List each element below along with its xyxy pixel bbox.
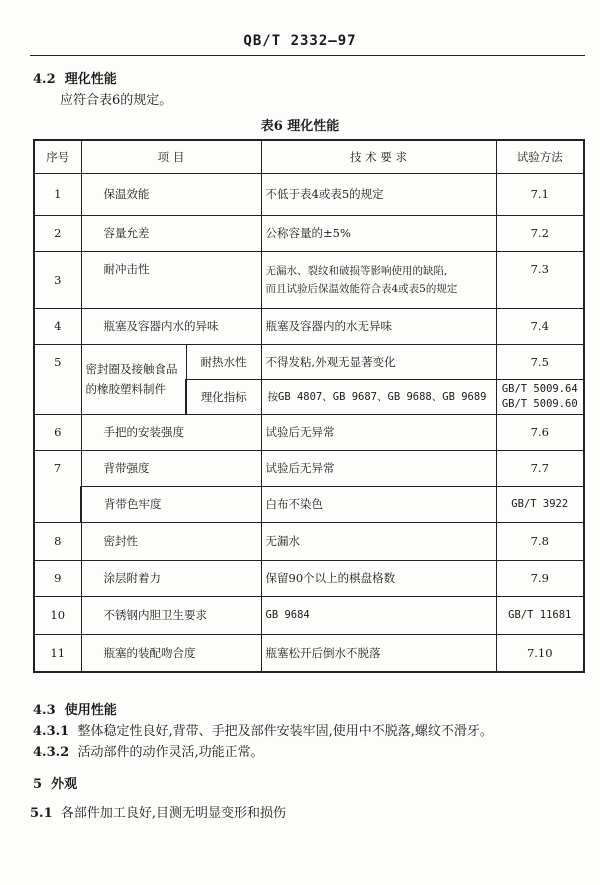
row-method-line-2: GB/T 5009.60 xyxy=(501,397,578,410)
row-no: 7 xyxy=(34,450,81,522)
clause-5-1-number: 5.1 xyxy=(30,806,53,821)
row-method: GB/T 3922 xyxy=(496,486,584,522)
table-row xyxy=(34,308,584,344)
section-4-2-body: 应符合表6的规定。 xyxy=(60,93,173,108)
row-item: 密封性 xyxy=(81,522,261,560)
section-4-3-title: 使用性能 xyxy=(64,703,117,718)
row-subitem: 理化指标 xyxy=(186,379,261,414)
row-method xyxy=(496,379,584,414)
row-requirement: 公称容量的±5% xyxy=(261,215,496,251)
row-requirement: 瓶塞松开后倒水不脱落 xyxy=(261,634,496,672)
row-requirement-line-2: 而且试验后保温效能符合表4或表5的规定 xyxy=(265,282,458,295)
row-no: 5 xyxy=(34,344,81,414)
row-method: 7.7 xyxy=(496,450,584,486)
row-requirement: 瓶塞及容器内的水无异味 xyxy=(261,308,496,344)
table-row xyxy=(34,596,584,634)
row-requirement-line-1: 无漏水、裂纹和破损等影响使用的缺陷, xyxy=(265,264,448,277)
row-subitem: 背带强度 xyxy=(81,450,261,486)
table-row xyxy=(34,560,584,596)
header-requirement: 技 术 要 求 xyxy=(261,140,496,173)
row-method: 7.2 xyxy=(496,215,584,251)
table-row xyxy=(34,486,584,522)
row-item: 耐冲击性 xyxy=(81,251,261,308)
table-caption: 表6 理化性能 xyxy=(260,119,340,134)
row-method: 7.8 xyxy=(496,522,584,560)
row-requirement: 按GB 4807、GB 9687、GB 9688、GB 9689 xyxy=(261,379,496,414)
row-method: 7.1 xyxy=(496,173,584,215)
section-5-title: 外观 xyxy=(51,777,78,792)
row-method-line-1: GB/T 5009.64 xyxy=(501,382,578,395)
row-method: GB/T 11681 xyxy=(496,596,584,634)
row-requirement: 白布不染色 xyxy=(261,486,496,522)
row-no: 4 xyxy=(34,308,81,344)
standard-code: QB/T 2332—97 xyxy=(243,33,357,49)
section-4-2-heading xyxy=(33,68,117,87)
section-4-2-number: 4.2 xyxy=(33,72,56,87)
clause-5-1-text: 各部件加工良好,目测无明显变形和损伤 xyxy=(60,806,287,821)
table-row xyxy=(34,634,584,672)
row-item: 瓶塞的装配吻合度 xyxy=(81,634,261,672)
row-item: 涂层附着力 xyxy=(81,560,261,596)
row-method: 7.5 xyxy=(496,344,584,379)
clause-4-3-2-text: 活动部件的动作灵活,功能正常。 xyxy=(77,745,264,760)
section-5-number: 5 xyxy=(33,777,43,792)
clause-4-3-1 xyxy=(33,720,493,739)
row-item: 瓶塞及容器内水的异味 xyxy=(81,308,261,344)
section-4-3-heading xyxy=(33,699,117,718)
row-subitem: 背带色牢度 xyxy=(81,486,261,522)
row-item: 容量允差 xyxy=(81,215,261,251)
row-item: 保温效能 xyxy=(81,173,261,215)
header-rule xyxy=(30,55,585,56)
row-method: 7.3 xyxy=(496,251,584,308)
row-no: 6 xyxy=(34,414,81,450)
row-subitem: 耐热水性 xyxy=(186,344,261,379)
properties-table xyxy=(33,139,585,673)
row-requirement xyxy=(261,251,496,308)
row-no: 8 xyxy=(34,522,81,560)
header-no: 序号 xyxy=(34,140,81,173)
row-no: 1 xyxy=(34,173,81,215)
table-row xyxy=(34,344,584,379)
row-requirement: 试验后无异常 xyxy=(261,414,496,450)
section-4-2-title: 理化性能 xyxy=(64,72,117,87)
row-method: 7.9 xyxy=(496,560,584,596)
row-method: 7.4 xyxy=(496,308,584,344)
row-requirement: 不得发粘,外观无显著变化 xyxy=(261,344,496,379)
row-requirement: 试验后无异常 xyxy=(261,450,496,486)
section-5-heading xyxy=(33,773,77,792)
row-requirement: 保留90个以上的棋盘格数 xyxy=(261,560,496,596)
row-requirement: 不低于表4或表5的规定 xyxy=(261,173,496,215)
row-requirement: GB 9684 xyxy=(261,596,496,634)
clause-4-3-2-number: 4.3.2 xyxy=(33,745,70,760)
row-no: 2 xyxy=(34,215,81,251)
table-row xyxy=(34,251,584,308)
row-item: 不锈钢内胆卫生要求 xyxy=(81,596,261,634)
row-no: 11 xyxy=(34,634,81,672)
clause-4-3-1-text: 整体稳定性良好,背带、手把及部件安装牢固,使用中不脱落,螺纹不滑牙。 xyxy=(77,724,493,739)
table-row xyxy=(34,173,584,215)
row-item: 密封圈及接触食品的橡胶塑料制件 xyxy=(81,344,186,414)
row-item: 手把的安装强度 xyxy=(81,414,261,450)
table-header-row xyxy=(34,140,584,173)
table-row xyxy=(34,215,584,251)
clause-4-3-1-number: 4.3.1 xyxy=(33,724,70,739)
table-row xyxy=(34,450,584,486)
header-method: 试验方法 xyxy=(496,140,584,173)
row-no: 3 xyxy=(34,251,81,308)
table-row xyxy=(34,414,584,450)
row-method: 7.6 xyxy=(496,414,584,450)
row-method: 7.10 xyxy=(496,634,584,672)
clause-4-3-2 xyxy=(33,741,264,760)
row-no: 9 xyxy=(34,560,81,596)
section-4-3-number: 4.3 xyxy=(33,703,56,718)
row-no: 10 xyxy=(34,596,81,634)
header-item: 项 目 xyxy=(81,140,261,173)
table-row xyxy=(34,522,584,560)
row-requirement: 无漏水 xyxy=(261,522,496,560)
clause-5-1-partial xyxy=(30,802,287,821)
